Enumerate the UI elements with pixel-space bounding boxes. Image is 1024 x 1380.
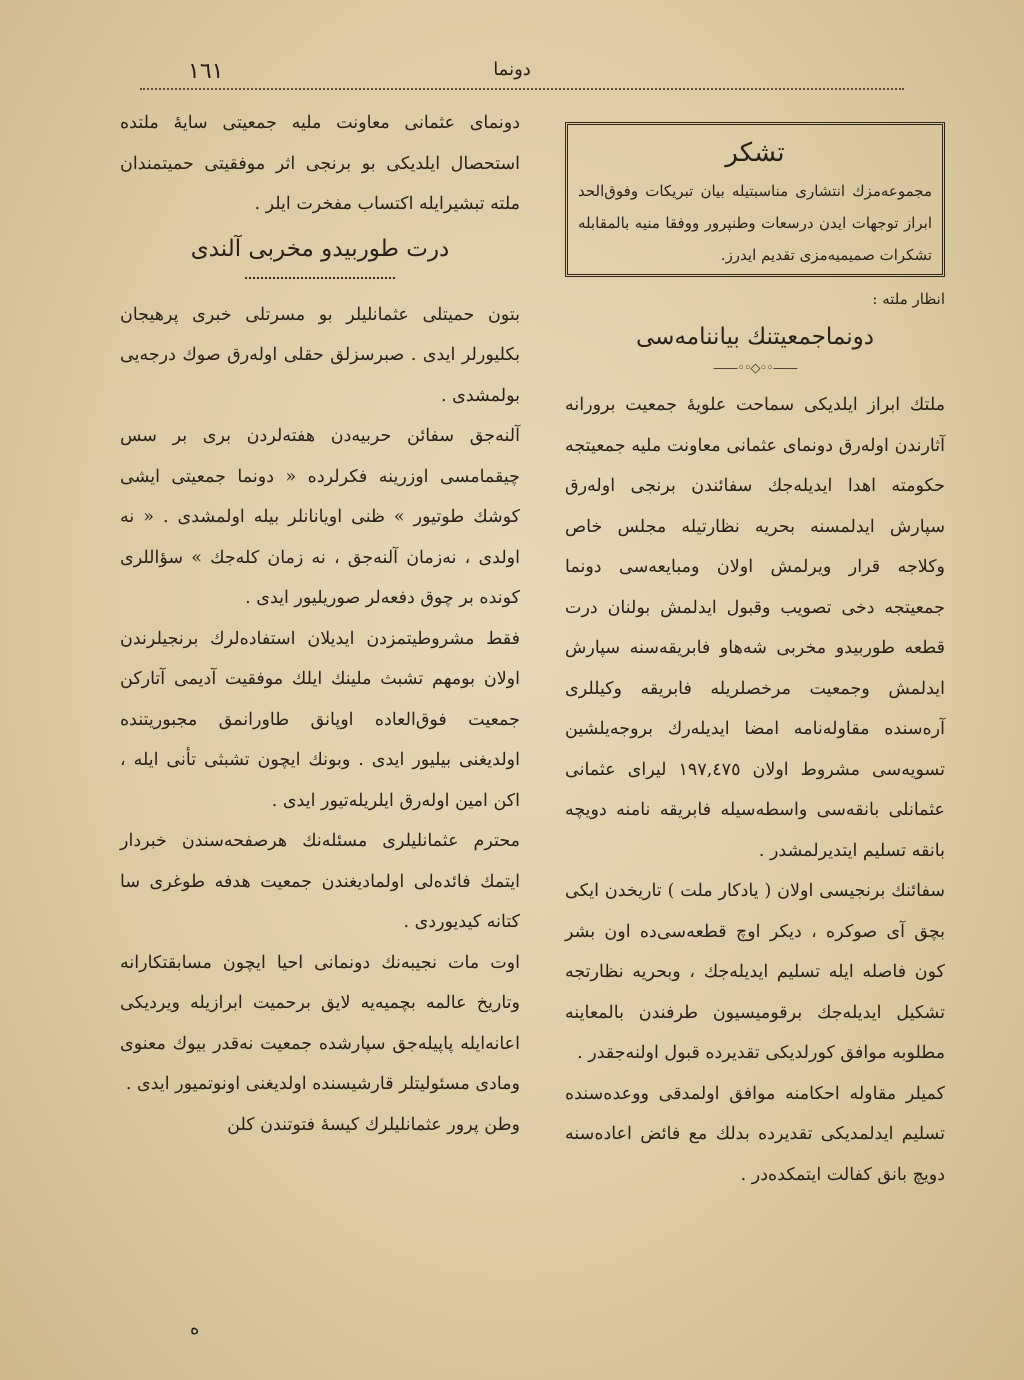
intro-paragraph: دونمای عثمانی معاونت مليه جمعيتی سايه‌ٔ ملتده استحصال ايلديكی بو برنجی اثر موفقيتی حميتمندان ملته تبشيرايله اكتساب مفخرت ايلر .: [120, 113, 520, 214]
page-number: ١٦١: [188, 59, 224, 84]
thanks-notice-box: [565, 122, 945, 277]
paragraph: كميلر مقاوله احكامنه موافق اولمدقی ووعده‌سنده تسليم ايدلمديكی تقديرده بدلك مع فائض اعاده‌سنه دويچ بانق كفالت ايتمكده‌در .: [565, 1083, 945, 1185]
paragraph: وطن پرور عثمانليلرك كيسهٔ فتوتندن كلن: [227, 1114, 520, 1135]
running-head: دونما: [493, 59, 531, 80]
paragraph: فقط مشروطيتمزدن ايديلان استفاده‌لرك برنجيلرندن اولان بومهم تشبث ملينك ايلك موفقيت آديمی آتاركن جمعيت فوق‌العاده اوپانق طاورانمق مجبوريتنده اولديغنی بيليور ايدی . وبونك ايچون تشبثی تأنی ايله ، اكن امين اولەرق ايلريله‌تيور ايدی .: [120, 628, 520, 811]
paragraph: بتون حميتلی عثمانليلر بو مسرتلی خبری پرهيجان بكليورلر ايدی . صبرسزلق حقلی اولەرق صوك درجه‌يی بولمشدی .: [120, 304, 520, 406]
paragraph: ملتك ابراز ايلديكی سماحت علويه‌ٔ جمعيت برورانه آثارندن اولەرق دونمای عثمانی معاونت مليه جمعيتجه حكومته اهدا ايديله‌جك سفائندن برنجی اولەرق سپارش ايدلمسنه بحريه نظارتيله مجلس خاص وكلاجه قرار ويرلمش اولان ومبايعه‌سی دونما جمعيتجه دخی تصويب وقبول ايدلمش بولنان درت قطعه طوربيدو مخربی شه‌هاو فابريقه‌سنه سپارش ايدلمش وجمعيت مرخصلريله فابريقه وكيللری آره‌سنده مقاوله‌نامه امضا ايديله‌رك بروجه‌يلشين تسويه‌سی مشروط اولان ١٩٧,٤٧٥ ليرای عثمانی عثمانلی بانقه‌سی واسطه‌سيله فابريقه نامنه دويچه بانقه تسليم ايتديرلمشدر .: [565, 395, 945, 861]
right-column: [565, 122, 945, 1195]
paragraph: سفائنك برنجيسی اولان ( يادكار ملت ) تاريخدن ايكی بچق آی صوكره ، ديكر اوچ قطعه‌سی‌ده اون بشر كون فاصله ايله تسليم ايديله‌جك ، وبحريه نظارتجه تشكيل ايديله‌جك برقوميسيون طرفندن بالمعاينه مطلوبه موافق كورلديكی تقديرده قبول اولنه‌جقدر .: [565, 881, 945, 1063]
article-title: درت طوربيدو مخربی آلندی: [190, 235, 450, 262]
signature-mark: ه: [190, 1318, 200, 1339]
notice-title: تشکر: [725, 138, 785, 168]
notice-body: مجموعه‌مزك انتشاری مناسبتيله بيان تبريكات وفوق‌الحد ابراز توجهات ايدن درسعات وطنپرور ووفقا منيه بالمقابله تشکرات صميميه‌مزی تقديم ايدرز.: [578, 182, 932, 264]
section-label: انظار ملته :: [872, 290, 945, 308]
left-column: [120, 103, 520, 1145]
paragraph: آلنه‌جق سفائن حربيه‌دن هفته‌لردن بری بر سس چيقمامسی اوزرينه فكرلرده « دونما جمعيتی ايشی كوشك طوتيور » ظنی اويانانلر بيله اولمشدی . « نه اولدی ، نه‌زمان آلنه‌جق ، نه زمان كله‌جك » سؤاللری كونده بر چوق دفعه‌لر صوريليور ايدی .: [120, 426, 520, 608]
title-flourish: ——◦◦◇◦◦——: [713, 361, 797, 376]
title-ornament: [245, 277, 395, 281]
announcement-title: دونماجمعيتنك بياننامه‌سی: [636, 324, 874, 350]
paragraph: اوت مات نجيبه‌نك دونمانی احيا ايچون مسابقتكارانه وتاريخ عالمه بچميه‌يه لايق برحميت ابرازيله ويرديكی اعانه‌ايله پاپيله‌جق سپارشده جمعيت نه‌قدر بيوك معنوی ومادی مسئوليتلر قارشيسنده اولديغنی اونوتميور ايدی .: [120, 952, 520, 1094]
paragraph: محترم عثمانليلری مسئله‌نك هرصفحه‌سندن خبردار ايتمك فائده‌لی اولماديغندن جمعيت هدفه طوغری سا كتانه كيديوردی .: [120, 831, 520, 932]
header-rule: [140, 88, 904, 94]
